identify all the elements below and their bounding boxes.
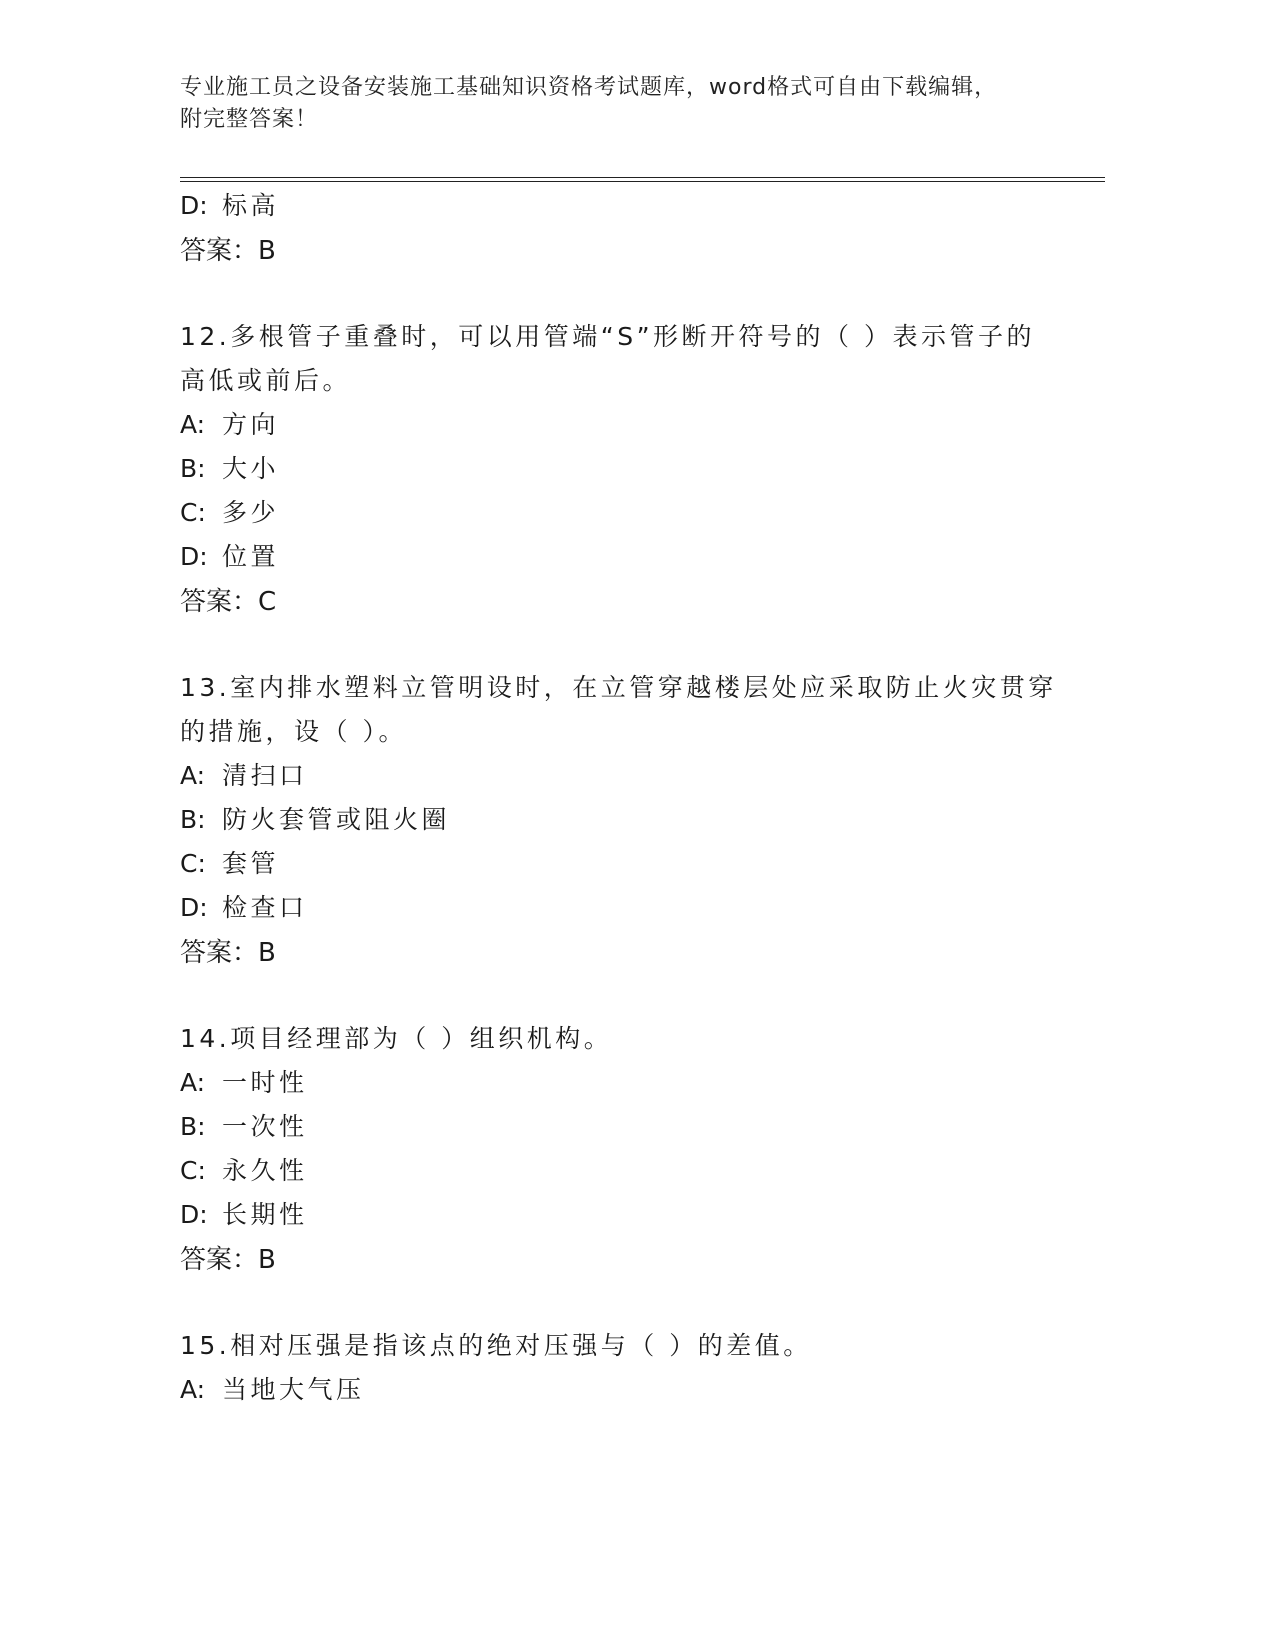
option-text: 检查口 (222, 893, 308, 922)
option-letter: A: (180, 1375, 206, 1404)
option-text: 标高 (222, 191, 280, 220)
option-letter: D: (180, 191, 208, 220)
option-letter: D: (180, 1200, 208, 1229)
option-b (180, 798, 1060, 842)
answer: 答案：C (180, 587, 277, 617)
question-list (180, 184, 1060, 1412)
option-text: 永久性 (222, 1156, 308, 1185)
question-15 (180, 1324, 1060, 1412)
question-stem-cont: 的措施，设（ ）。 (180, 717, 407, 746)
option-a (180, 1061, 1060, 1105)
option-letter: C: (180, 1156, 206, 1185)
spacer (180, 625, 1060, 666)
option-letter: C: (180, 849, 206, 878)
answer: 答案：B (180, 1245, 276, 1275)
option-c (180, 1149, 1060, 1193)
option-letter: D: (180, 893, 208, 922)
option-letter: B: (180, 805, 206, 834)
question-stem-cont: 高低或前后。 (180, 366, 352, 395)
option-text: 位置 (222, 542, 280, 571)
option-text: 大小 (222, 454, 280, 483)
spacer (180, 976, 1060, 1017)
option-a (180, 403, 1060, 447)
option-letter: B: (180, 1112, 206, 1141)
question-14 (180, 1017, 1060, 1283)
option-letter: B: (180, 454, 206, 483)
option-d (180, 184, 1060, 228)
option-text: 防火套管或阻火圈 (222, 805, 451, 834)
header-line-1: 专业施工员之设备安装施工基础知识资格考试题库，word格式可自由下载编辑， (180, 75, 998, 100)
option-c (180, 842, 1060, 886)
option-text: 长期性 (222, 1200, 308, 1229)
option-letter: A: (180, 1068, 206, 1097)
question-stem: 15.相对压强是指该点的绝对压强与（ ）的差值。 (180, 1331, 812, 1360)
option-letter: C: (180, 498, 206, 527)
option-d (180, 535, 1060, 579)
option-b (180, 1105, 1060, 1149)
answer: 答案：B (180, 236, 276, 266)
question-13 (180, 666, 1060, 976)
option-letter: A: (180, 761, 206, 790)
header-divider (180, 177, 1105, 182)
document-header (180, 72, 1060, 136)
question-12 (180, 315, 1060, 625)
answer: 答案：B (180, 938, 276, 968)
option-letter: D: (180, 542, 208, 571)
question-stem: 13.室内排水塑料立管明设时，在立管穿越楼层处应采取防止火灾贯穿 (180, 673, 1057, 702)
option-text: 套管 (222, 849, 280, 878)
option-a (180, 754, 1060, 798)
option-text: 一时性 (222, 1068, 308, 1097)
spacer (180, 274, 1060, 315)
option-d (180, 1193, 1060, 1237)
spacer (180, 1283, 1060, 1324)
option-text: 一次性 (222, 1112, 308, 1141)
option-text: 当地大气压 (222, 1375, 365, 1404)
option-text: 多少 (222, 498, 280, 527)
option-c (180, 491, 1060, 535)
option-b (180, 447, 1060, 491)
option-text: 清扫口 (222, 761, 308, 790)
option-letter: A: (180, 410, 206, 439)
question-stem: 14.项目经理部为（ ）组织机构。 (180, 1024, 613, 1053)
option-text: 方向 (222, 410, 280, 439)
option-d (180, 886, 1060, 930)
header-line-2: 附完整答案！ (180, 107, 319, 132)
option-a (180, 1368, 1060, 1412)
question-stem: 12.多根管子重叠时，可以用管端“S”形断开符号的（ ）表示管子的 (180, 322, 1035, 351)
